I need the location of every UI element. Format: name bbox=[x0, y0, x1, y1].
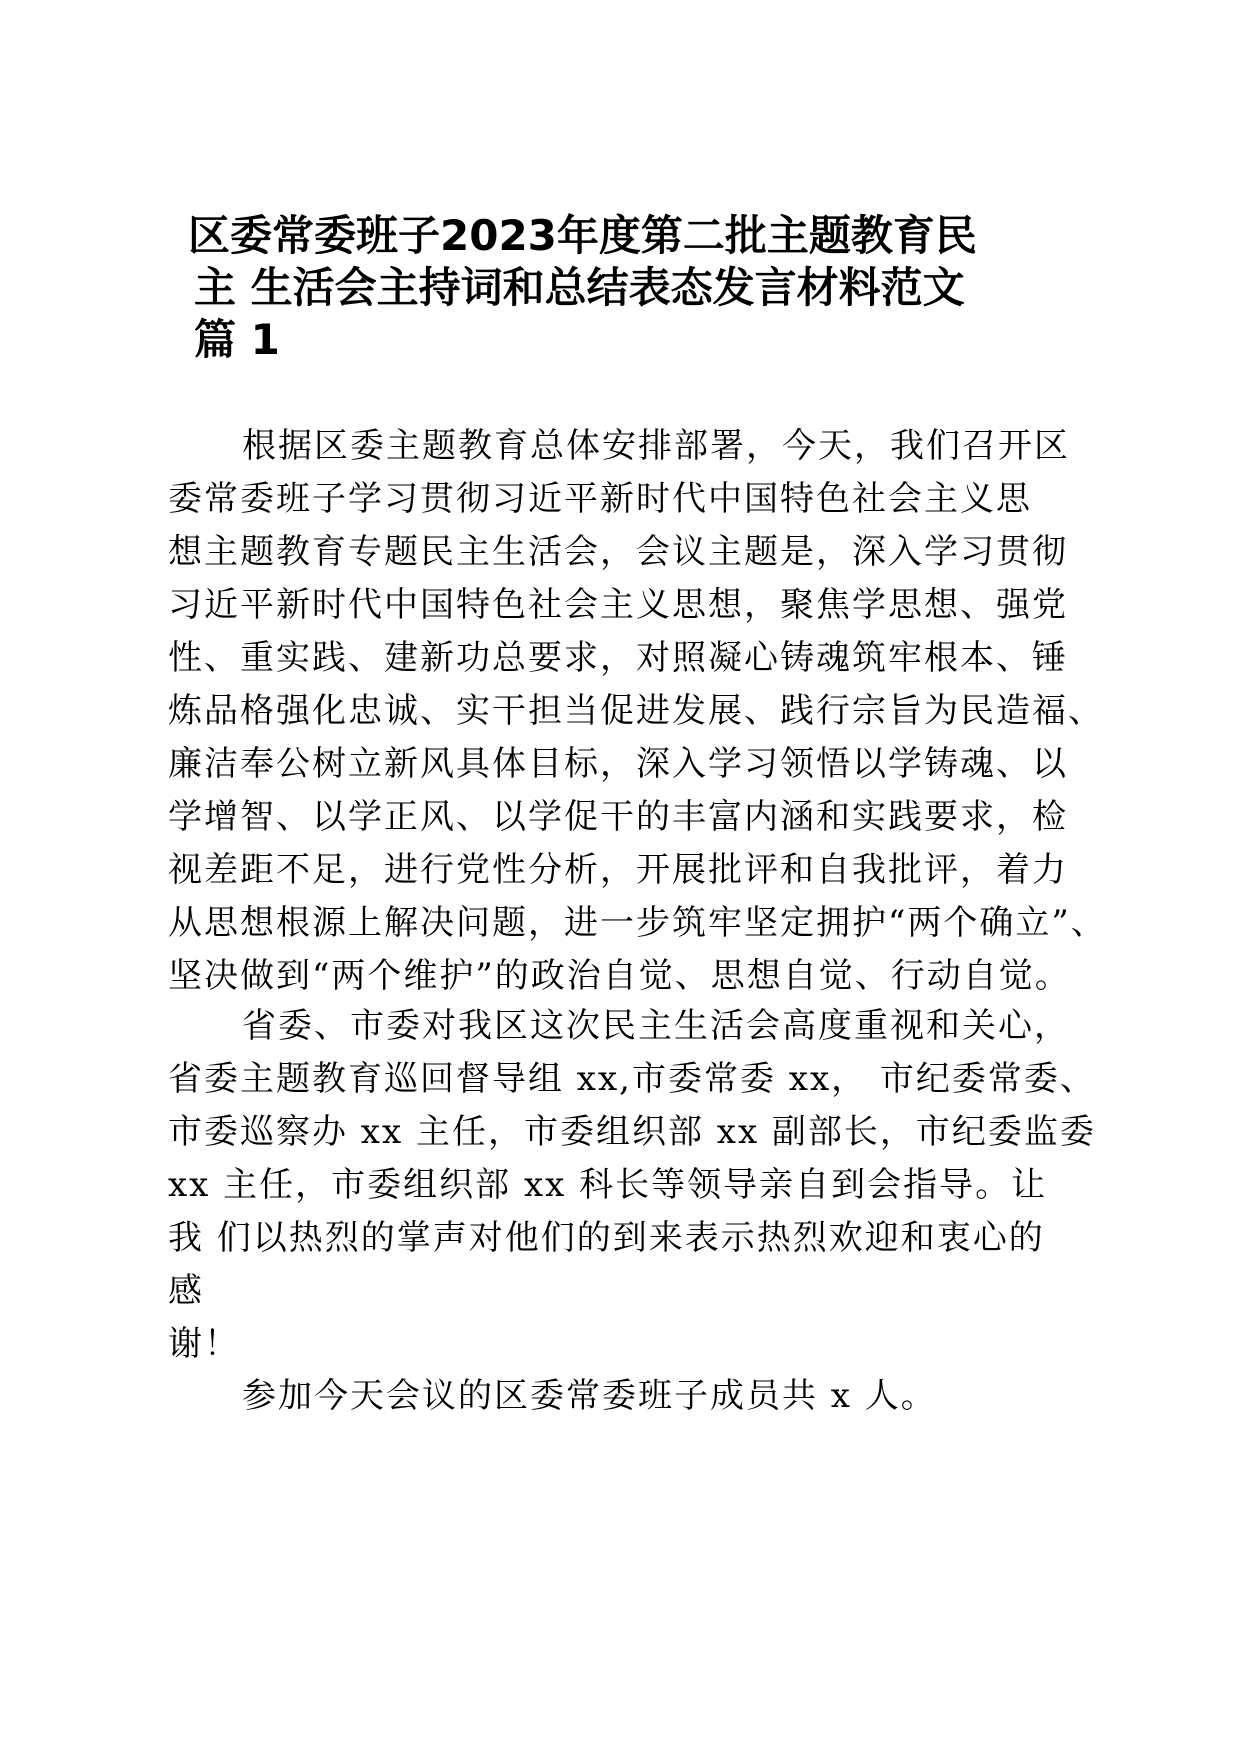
paragraph-line: 市委巡察办 xx 主任，市委组织部 xx 副部长，市纪委监委 bbox=[168, 1112, 1096, 1152]
paragraph-line: 想主题教育专题民主生活会，会议主题是，深入学习贯彻 bbox=[168, 532, 1068, 572]
paragraph-line: 学增智、以学正风、以学促干的丰富内涵和实践要求，检 bbox=[168, 797, 1068, 837]
paragraph-line: 省委、市委对我区这次民主生活会高度重视和关心， bbox=[242, 1006, 1070, 1046]
paragraph-line: xx 主任，市委组织部 xx 科长等领导亲自到会指导。让 bbox=[168, 1165, 1048, 1205]
paragraph-line: 廉洁奉公树立新风具体目标，深入学习领悟以学铸魂、以 bbox=[168, 744, 1068, 784]
paragraph-line: 感 bbox=[168, 1271, 204, 1311]
document-title bbox=[188, 210, 1068, 366]
paragraph-line: 根据区委主题教育总体安排部署，今天，我们召开区 bbox=[242, 426, 1070, 466]
paragraph-line: 参加今天会议的区委常委班子成员共 x 人。 bbox=[242, 1376, 937, 1416]
paragraph-opening bbox=[168, 420, 1107, 1003]
title-line: 区委常委班子2023年度第二批主题教育民 bbox=[188, 211, 977, 260]
paragraph-line: 谢！ bbox=[168, 1324, 240, 1364]
paragraph-attendance bbox=[168, 1370, 1088, 1423]
paragraph-line: 视差距不足，进行党性分析，开展批评和自我批评，着力 bbox=[168, 850, 1068, 890]
paragraph-line: 坚决做到“两个维护”的政治自觉、思想自觉、行动自觉。 bbox=[168, 956, 1071, 996]
paragraph-line: 炼品格强化忠诚、实干担当促进发展、践行宗旨为民造福、 bbox=[168, 691, 1104, 731]
paragraph-line: 习近平新时代中国特色社会主义思想，聚焦学思想、强党 bbox=[168, 585, 1068, 625]
paragraph-line: 我 们以热烈的掌声对他们的到来表示热烈欢迎和衷心的 bbox=[168, 1218, 1045, 1258]
paragraph-guests bbox=[168, 1000, 1096, 1371]
paragraph-line: 从思想根源上解决问题，进一步筑牢坚定拥护“两个确立”、 bbox=[168, 903, 1107, 943]
paragraph-line: 省委主题教育巡回督导组 xx,市委常委 xx， 市纪委常委、 bbox=[168, 1059, 1096, 1099]
title-line: 主 生活会主持词和总结表态发言材料范文 bbox=[194, 263, 965, 312]
paragraph-line: 委常委班子学习贯彻习近平新时代中国特色社会主义思 bbox=[168, 479, 1032, 519]
paragraph-line: 性、重实践、建新功总要求，对照凝心铸魂筑牢根本、锤 bbox=[168, 638, 1068, 678]
title-line: 篇 1 bbox=[194, 315, 280, 364]
